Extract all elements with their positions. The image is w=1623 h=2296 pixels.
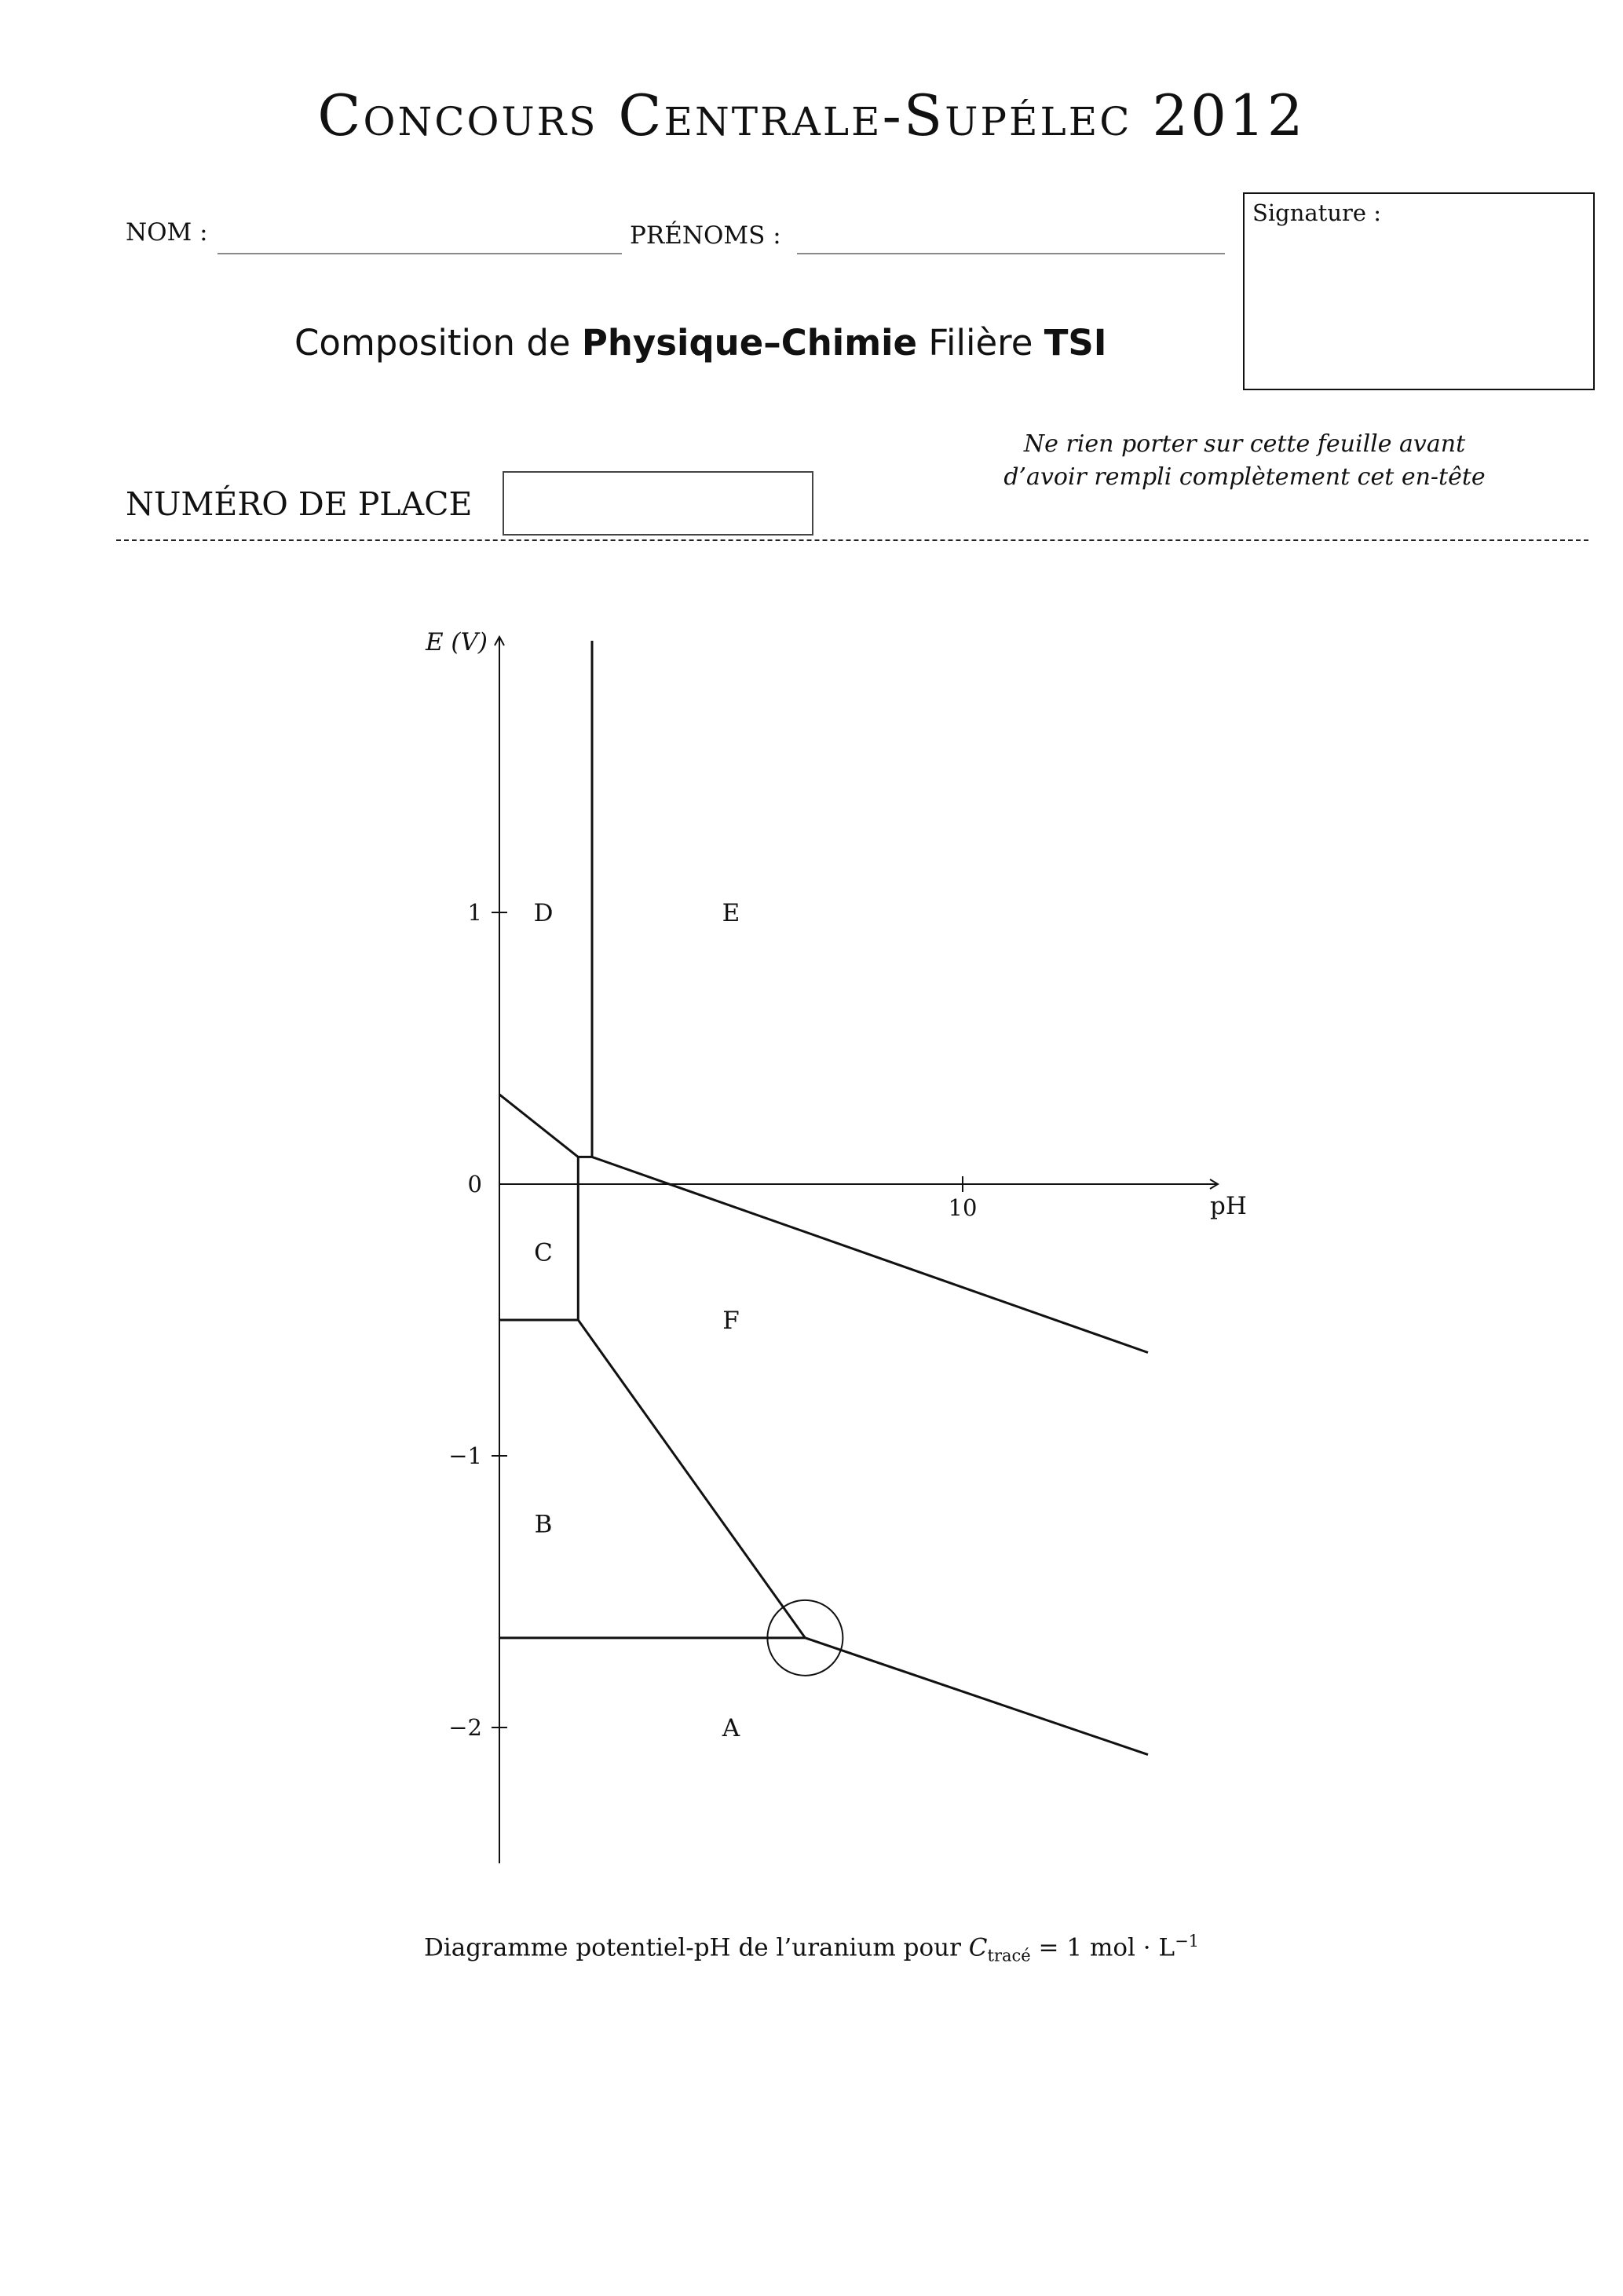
y-axis-label: E (V) (425, 628, 488, 656)
region-label: C (534, 1238, 553, 1267)
y-tick-label: −2 (448, 1714, 482, 1741)
x-axis-label: pH (1210, 1192, 1247, 1220)
y-tick-label: −1 (448, 1442, 482, 1469)
caption-text: Diagramme potentiel-pH de l’uranium pour (423, 1933, 961, 1962)
prenoms-label: PRÉNOMS : (630, 221, 781, 250)
boundary-line (805, 1638, 1148, 1755)
boundary-line (499, 1095, 592, 1157)
caption-value: = 1 mol · L (1038, 1933, 1175, 1962)
caption-exp: −1 (1175, 1932, 1200, 1951)
exam-title: Concours Centrale-Supélec 2012 (317, 82, 1306, 148)
nom-label: NOM : (126, 218, 208, 247)
y-tick-label: 0 (467, 1171, 482, 1197)
subject-track: TSI (1044, 322, 1107, 364)
boundary-line (578, 1320, 805, 1638)
subject-name: Physique–Chimie (581, 322, 918, 364)
y-tick-label: 1 (467, 899, 482, 926)
signature-label: Signature : (1252, 199, 1382, 226)
caption-sub: tracé (987, 1946, 1031, 1965)
figure-caption (0, 1932, 1623, 1965)
subject-mid: Filière (928, 322, 1033, 364)
region-label: D (533, 899, 554, 927)
boundary-line (592, 1157, 1148, 1352)
notice-line-1: Ne rien porter sur cette feuille avant (1023, 430, 1466, 458)
region-label: E (722, 899, 740, 927)
region-label: F (722, 1307, 740, 1335)
region-label: A (722, 1714, 740, 1742)
subject-prefix: Composition de (294, 322, 571, 364)
place-label: NUMÉRO DE PLACE (126, 485, 473, 523)
region-label: B (534, 1510, 553, 1539)
notice-line-2: d’avoir rempli complètement cet en-tête (1003, 463, 1486, 491)
caption-var: C (968, 1933, 988, 1962)
x-tick-label: 10 (948, 1194, 978, 1221)
